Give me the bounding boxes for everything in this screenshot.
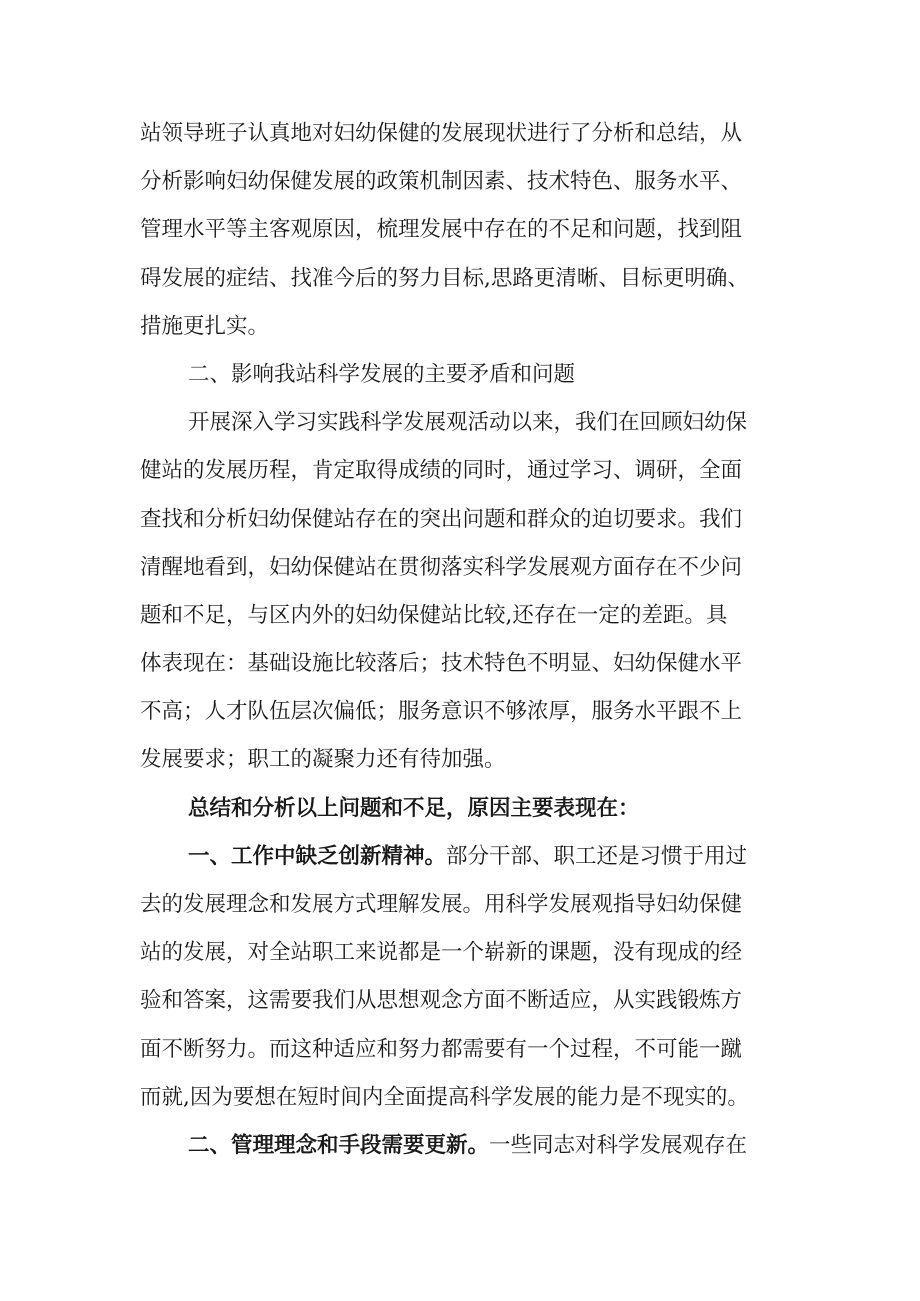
paragraph-line: 去的发展理念和发展方式理解发展。用科学发展观指导妇幼保健 — [140, 892, 743, 917]
paragraph-line: 清醒地看到，妇幼保健站在贯彻落实科学发展观方面存在不少问 — [140, 554, 743, 580]
summary-heading: 总结和分析以上问题和不足，原因主要表现在： — [188, 795, 640, 821]
paragraph-line: 开展深入学习实践科学发展观活动以来，我们在回顾妇幼保 — [188, 410, 748, 436]
point-one-text: 部分干部、职工还是习惯于用过 — [446, 843, 748, 869]
paragraph-line: 分析影响妇幼保健发展的政策机制因素、技术特色、服务水平、 — [140, 169, 743, 195]
section-heading: 二、影响我站科学发展的主要矛盾和问题 — [188, 361, 576, 387]
paragraph-line: 健站的发展历程，肯定取得成绩的同时，通过学习、调研，全面 — [140, 458, 743, 484]
paragraph-line: 体表现在：基础设施比较落后；技术特色不明显、妇幼保健水平 — [140, 651, 743, 677]
point-one-first-line — [140, 833, 800, 881]
paragraph-line: 发展要求；职工的凝聚力还有待加强。 — [140, 747, 506, 773]
paragraph-line: 验和答案，这需要我们从思想观念方面不断适应，从实践锻炼方 — [140, 988, 743, 1014]
paragraph-line: 查找和分析妇幼保健站存在的突出问题和群众的迫切要求。我们 — [140, 506, 743, 532]
paragraph-line: 措施更扎实。 — [140, 313, 270, 339]
paragraph-line: 面不断努力。而这种适应和努力都需要有一个过程，不可能一蹴 — [140, 1036, 743, 1062]
point-two-title: 二、管理理念和手段需要更新。 — [188, 1132, 490, 1158]
paragraph-line: 碍发展的症结、找准今后的努力目标,思路更清晰、目标更明确、 — [140, 265, 749, 291]
paragraph-line: 站的发展，对全站职工来说都是一个崭新的课题，没有现成的经 — [140, 940, 743, 966]
point-two-text: 一些同志对科学发展观存在 — [489, 1132, 748, 1158]
point-two-first-line — [140, 1122, 800, 1170]
paragraph-line: 而就,因为要想在短时间内全面提高科学发展的能力是不现实的。 — [140, 1084, 749, 1110]
point-one-title: 一、工作中缺乏创新精神。 — [188, 843, 447, 869]
paragraph-line: 管理水平等主客观原因，梳理发展中存在的不足和问题，找到阻 — [140, 217, 743, 243]
paragraph-line: 题和不足，与区内外的妇幼保健站比较,还存在一定的差距。具 — [140, 602, 728, 628]
paragraph-line: 站领导班子认真地对妇幼保健的发展现状进行了分析和总结，从 — [140, 121, 743, 146]
paragraph-line: 不高；人才队伍层次偏低；服务意识不够浓厚，服务水平跟不上 — [140, 699, 743, 725]
document-body — [140, 110, 800, 1170]
